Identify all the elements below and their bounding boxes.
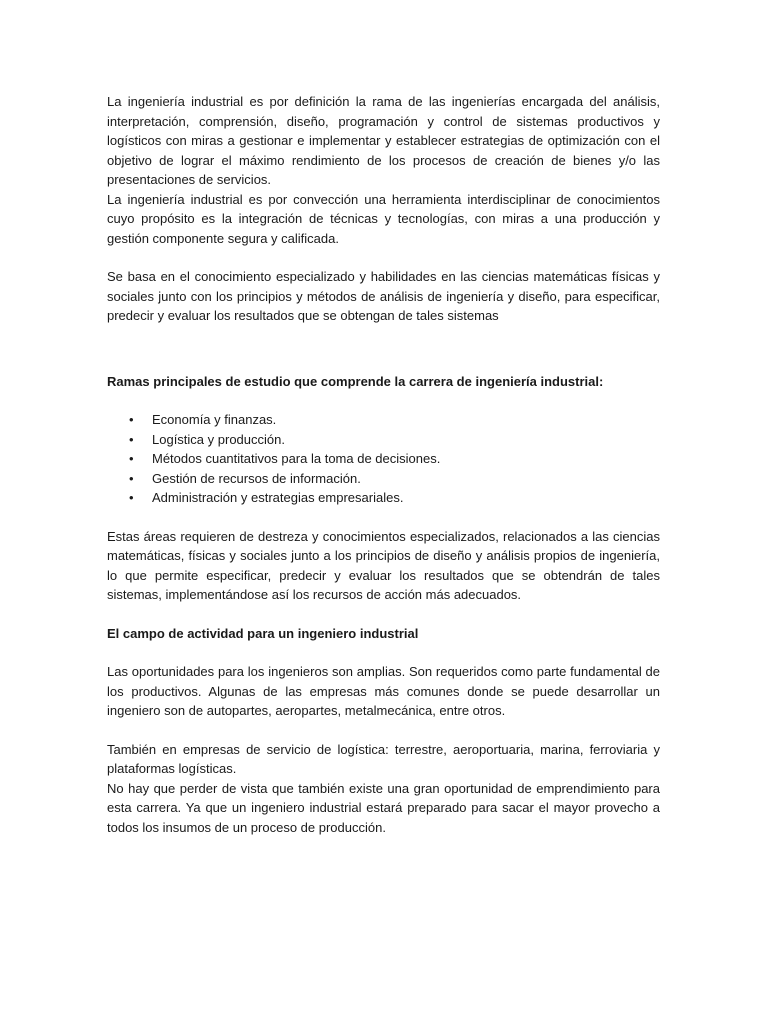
list-item: [107, 430, 660, 450]
list-item-text: Economía y finanzas.: [152, 412, 277, 427]
campo-heading: El campo de actividad para un ingeniero industrial: [107, 625, 419, 641]
campo-paragraph-3: No hay que perder de vista que también existe una gran oportunidad de emprendimiento para esta carrera. Ya que un ingeniero industrial estará preparado para sacar el mayor provecho a todos los insumos de un proceso de producción.: [107, 780, 660, 835]
list-item-text: Gestión de recursos de información.: [152, 470, 361, 486]
ramas-heading: Ramas principales de estudio que comprende la carrera de ingeniería industrial:: [107, 373, 604, 389]
ramas-list: [107, 410, 660, 508]
list-item: [107, 449, 660, 469]
list-item-text: Métodos cuantitativos para la toma de decisiones.: [152, 451, 441, 466]
bullet-icon: •: [129, 451, 134, 466]
campo-paragraph-2: También en empresas de servicio de logística: terrestre, aeroportuaria, marina, ferroviaria y plataformas logísticas.: [107, 741, 660, 776]
ramas-paragraph: Estas áreas requieren de destreza y conocimientos especializados, relacionados a las ciencias matemáticas, físicas y sociales junto a los principios de diseño y análisis propios de ingeniería, lo que permite especificar, predecir y evaluar los resultados que se obtendrán de tales sistemas, implementándose así los recursos de acción más adecuados.: [107, 528, 660, 602]
campo-paragraph-1: Las oportunidades para los ingenieros son amplias. Son requeridos como parte fundamental de los productivos. Algunas de las empresas más comunes donde se puede desarrollar un ingeniero son de autopartes, aeropartes, metalmecánica, entre otros.: [107, 664, 660, 718]
document-page: [107, 92, 660, 837]
list-item-text: Logística y producción.: [152, 431, 285, 447]
intro-paragraph-2: La ingeniería industrial es por convección una herramienta interdisciplinar de conocimientos cuyo propósito es la integración de técnicas y tecnologías, con miras a una producción y gestión componente segura y calificada.: [107, 191, 660, 246]
intro-paragraph-1: La ingeniería industrial es por definición la rama de las ingenierías encargada del análisis, interpretación, comprensión, diseño, programación y control de sistemas productivos y logísticos con miras a gestionar e implementar y establecer estrategias de optimización con el objetivo de lograr el máximo rendimiento de los procesos de creación de bienes y/o las presentaciones de servicios.: [107, 94, 660, 187]
bullet-icon: •: [129, 431, 134, 447]
list-item: [107, 469, 660, 489]
list-item: [107, 410, 660, 430]
list-item-text: Administración y estrategias empresariales.: [152, 490, 404, 505]
intro-paragraph-3: Se basa en el conocimiento especializado y habilidades en las ciencias matemáticas físicas y sociales junto con los principios y métodos de análisis de ingeniería y diseño, para especificar, predecir y evaluar los resultados que se obtengan de tales sistemas: [107, 269, 660, 323]
bullet-icon: •: [129, 490, 134, 505]
bullet-icon: •: [129, 470, 134, 486]
bullet-icon: •: [129, 412, 134, 427]
list-item: [107, 488, 660, 508]
